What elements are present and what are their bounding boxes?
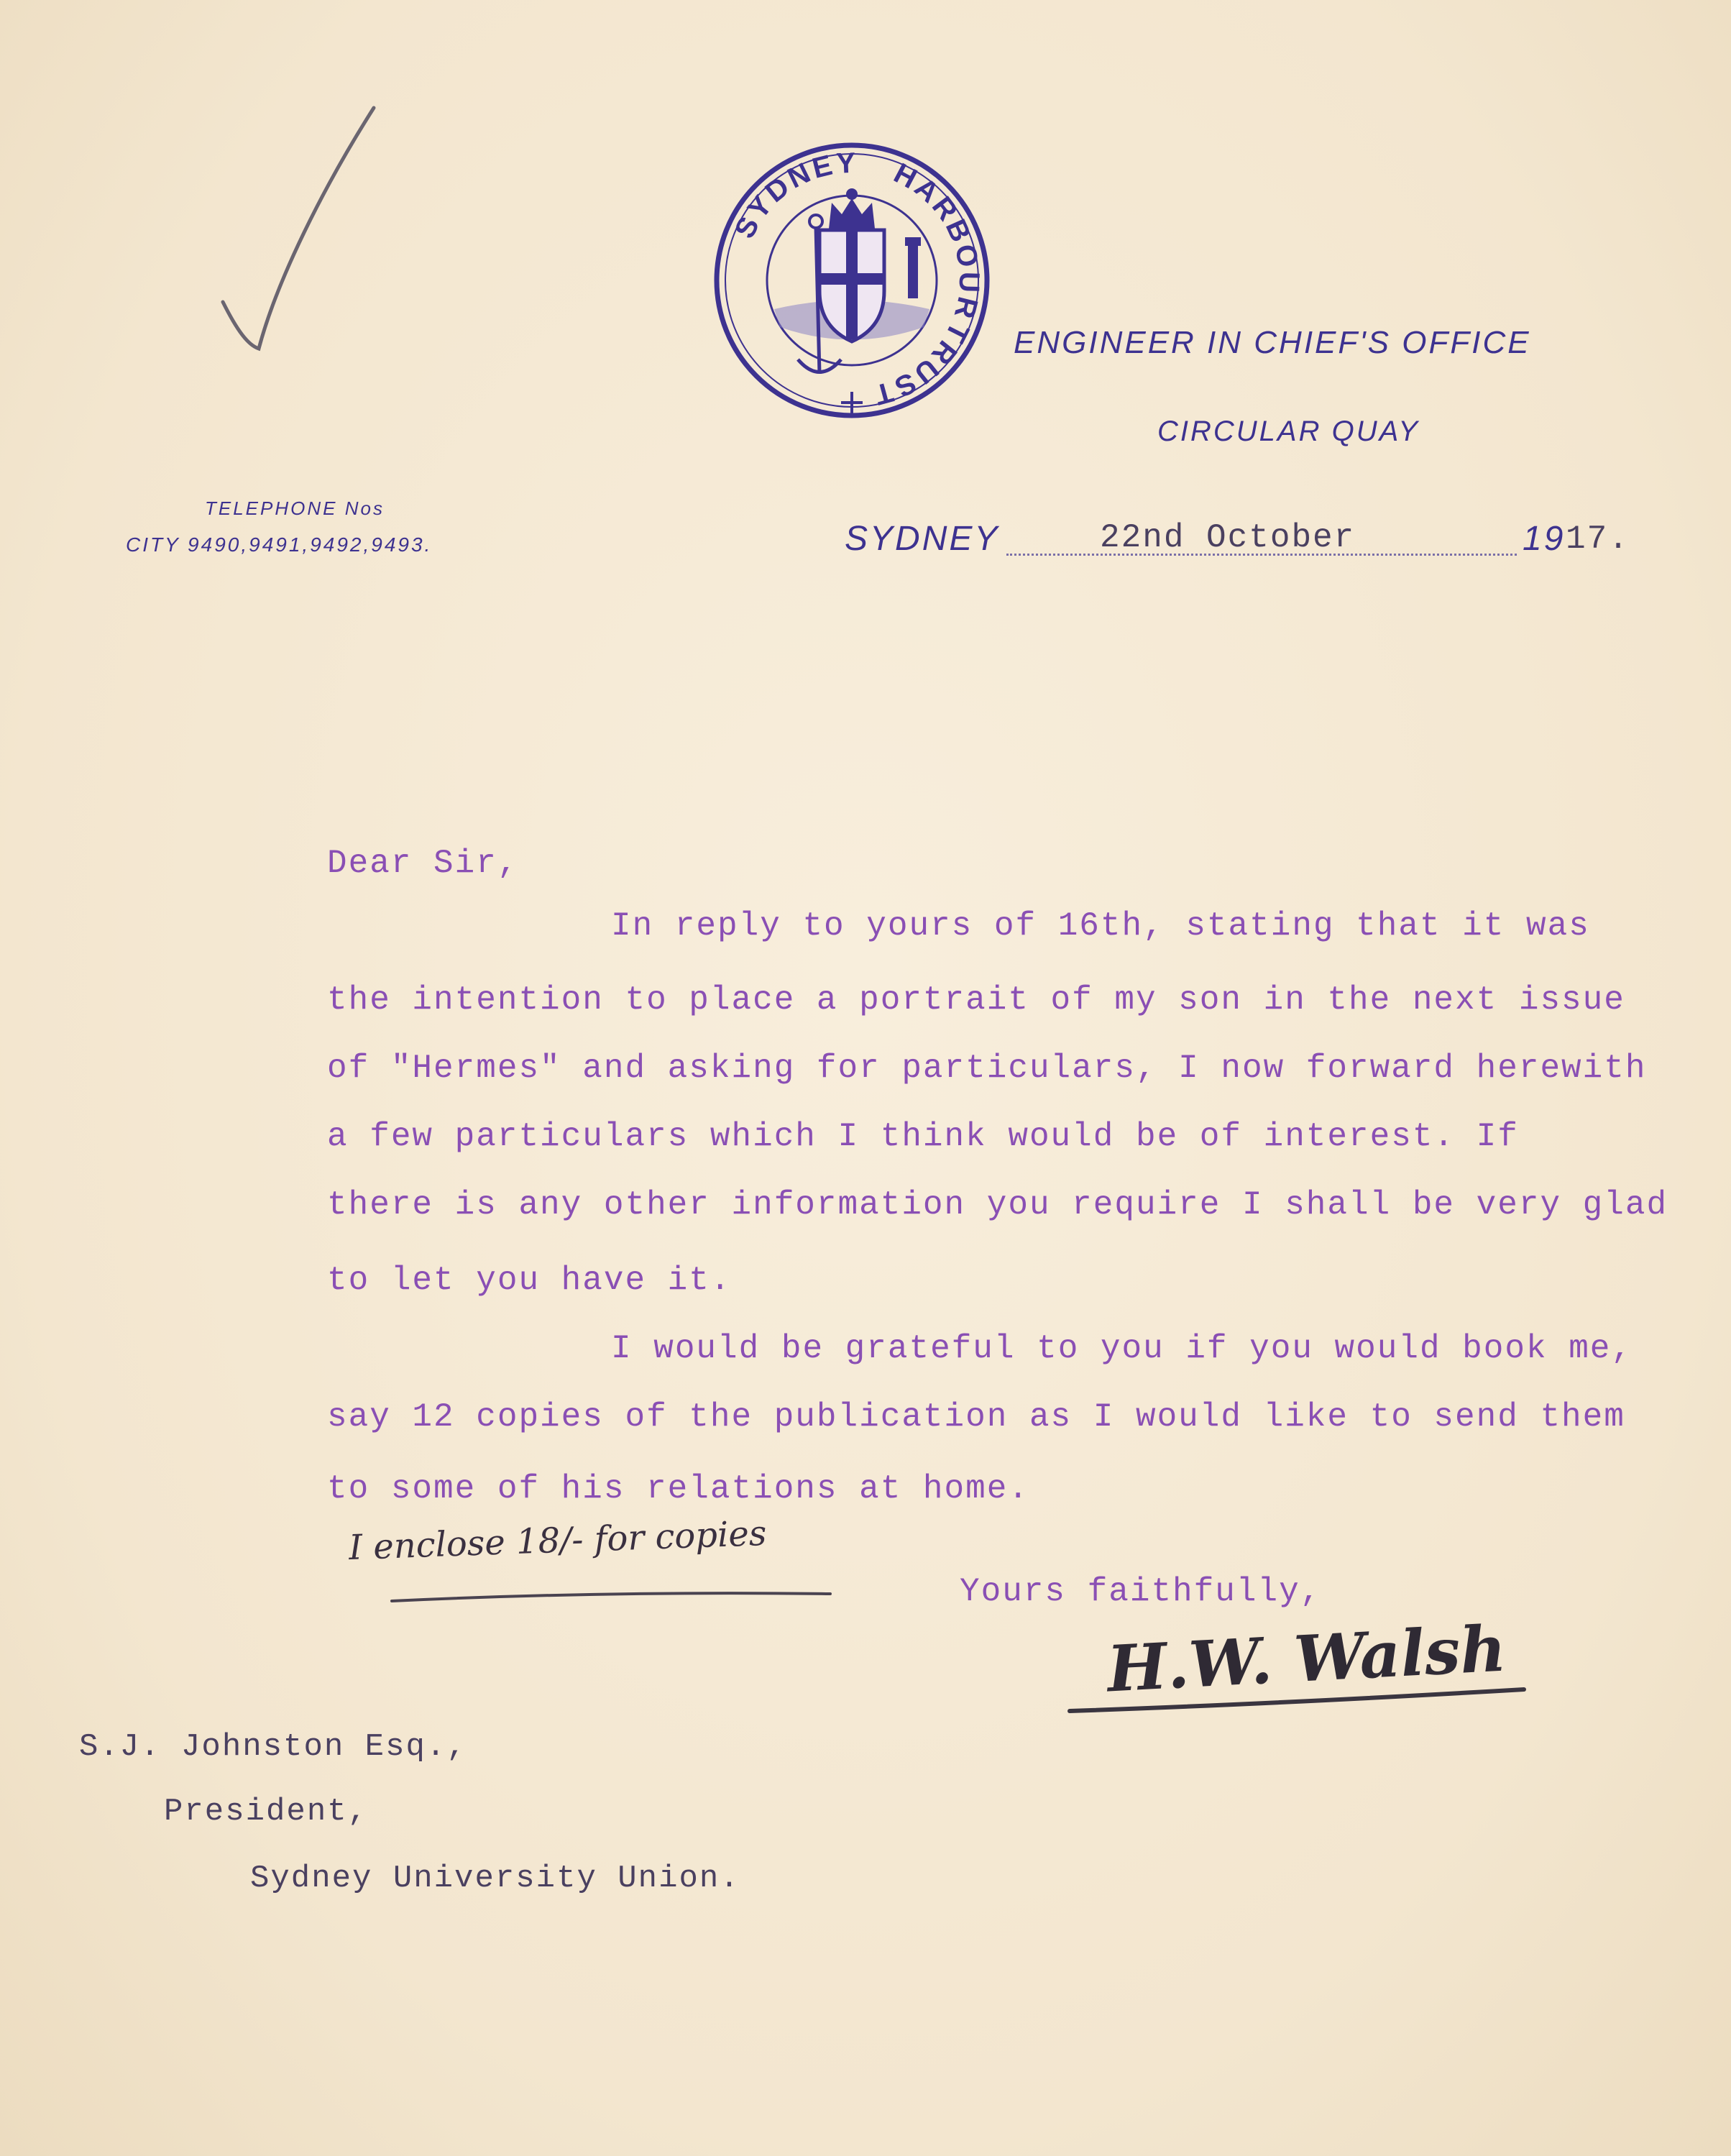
- body-line-9: to some of his relations at home.: [327, 1470, 1029, 1508]
- svg-text:SYDNEY: SYDNEY: [728, 147, 859, 244]
- body-line-4: a few particulars which I think would be of interest. If: [327, 1118, 1519, 1155]
- signature-underline: [1064, 1682, 1538, 1725]
- handwritten-underline: [388, 1585, 834, 1607]
- harbour-trust-seal: [708, 137, 996, 424]
- signature: H.W. Walsh: [1105, 1610, 1508, 1707]
- handwritten-note: I enclose 18/- for copies: [348, 1513, 768, 1569]
- letter-date: 22nd October: [1100, 519, 1356, 556]
- address-line: CIRCULAR QUAY: [1157, 416, 1420, 447]
- telephone-numbers: CITY 9490,9491,9492,9493.: [126, 533, 433, 556]
- body-line-2: the intention to place a portrait of my son in the next issue: [327, 981, 1625, 1019]
- recipient-organisation: Sydney University Union.: [250, 1861, 740, 1896]
- city-name: SYDNEY: [845, 520, 1000, 558]
- year-suffix: 17.: [1566, 520, 1630, 558]
- year-prefix: 19: [1523, 520, 1566, 558]
- body-line-6: to let you have it.: [327, 1262, 732, 1299]
- recipient-title: President,: [164, 1794, 369, 1830]
- body-line-8: say 12 copies of the publication as I would like to send them: [327, 1398, 1625, 1436]
- office-heading: ENGINEER IN CHIEF'S OFFICE: [1014, 325, 1531, 360]
- salutation: Dear Sir,: [327, 845, 519, 882]
- svg-text:TRUST: TRUST: [868, 317, 975, 412]
- recipient-name: S.J. Johnston Esq.,: [79, 1729, 467, 1765]
- body-line-7: I would be grateful to you if you would book me,: [611, 1330, 1633, 1367]
- svg-text:HARBOUR: HARBOUR: [889, 157, 986, 325]
- telephone-label: TELEPHONE Nos: [205, 497, 385, 519]
- check-mark-icon: [208, 101, 395, 359]
- closing: Yours faithfully,: [960, 1573, 1322, 1610]
- body-line-3: of "Hermes" and asking for particulars, I now forward herewith: [327, 1050, 1647, 1087]
- body-line-5: there is any other information you require I shall be very glad: [327, 1186, 1668, 1224]
- body-line-1: In reply to yours of 16th, stating that it was: [611, 907, 1590, 945]
